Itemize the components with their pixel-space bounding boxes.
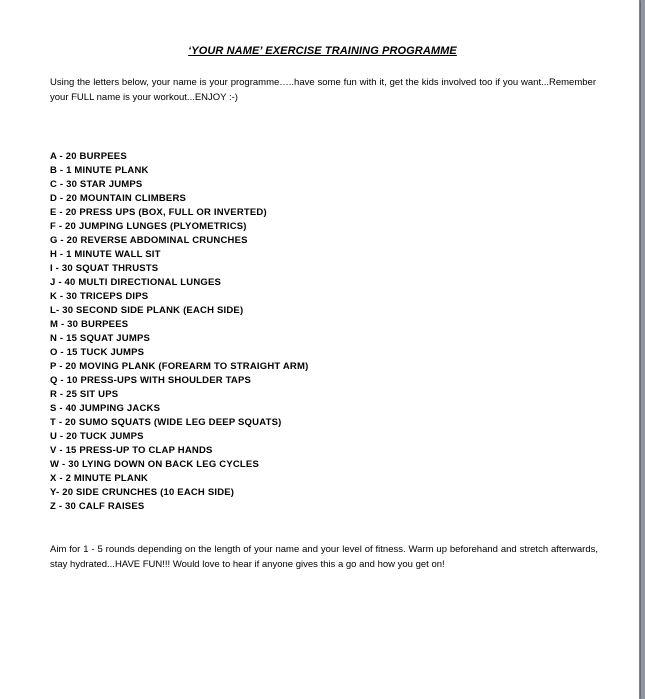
list-item: D - 20 MOUNTAIN CLIMBERS [50,193,187,204]
list-item: X - 2 MINUTE PLANK [50,473,149,484]
list-item: H - 1 MINUTE WALL SIT [50,249,161,260]
closing-paragraph: Aim for 1 - 5 rounds depending on the length of your name and your level of fitness. Warm up beforehand and stretch afterwards, stay hydrated...HAVE FUN!!! Would love to hear if anyone gives this a go and how you get on! [50,544,598,570]
list-item: J - 40 MULTI DIRECTIONAL LUNGES [50,277,222,288]
window-gutter [641,0,645,699]
letter-exercise-list [50,150,308,514]
list-item: I - 30 SQUAT THRUSTS [50,263,159,274]
list-item: K - 30 TRICEPS DIPS [50,291,149,302]
list-item: Y- 20 SIDE CRUNCHES (10 EACH SIDE) [50,487,235,498]
list-item: M - 30 BURPEES [50,319,129,330]
list-item: G - 20 REVERSE ABDOMINAL CRUNCHES [50,235,248,246]
list-item: O - 15 TUCK JUMPS [50,347,145,358]
list-item: B - 1 MINUTE PLANK [50,165,149,176]
intro-paragraph: Using the letters below, your name is your programme…..have some fun with it, get the kids involved too if you want...Remember your FULL name is your workout...ENJOY :-) [50,77,596,103]
list-item: N - 15 SQUAT JUMPS [50,333,151,344]
list-item: Z - 30 CALF RAISES [50,501,145,512]
list-item: W - 30 LYING DOWN ON BACK LEG CYCLES [50,459,260,470]
list-item: S - 40 JUMPING JACKS [50,403,161,414]
list-item: F - 20 JUMPING LUNGES (PLYOMETRICS) [50,221,247,232]
list-item: T - 20 SUMO SQUATS (WIDE LEG DEEP SQUATS) [50,417,282,428]
list-item: U - 20 TUCK JUMPS [50,431,144,442]
list-item: C - 30 STAR JUMPS [50,179,143,190]
list-item: Q - 10 PRESS-UPS WITH SHOULDER TAPS [50,375,252,386]
list-item: P - 20 MOVING PLANK (FOREARM TO STRAIGHT ARM) [50,361,309,372]
list-item: V - 15 PRESS-UP TO CLAP HANDS [50,445,213,456]
list-item: R - 25 SIT UPS [50,389,119,400]
list-item: E - 20 PRESS UPS (BOX, FULL OR INVERTED) [50,207,267,218]
document-title: ‘YOUR NAME’ EXERCISE TRAINING PROGRAMME [188,45,457,57]
list-item: L- 30 SECOND SIDE PLANK (EACH SIDE) [50,305,244,316]
list-item: A - 20 BURPEES [50,151,127,162]
